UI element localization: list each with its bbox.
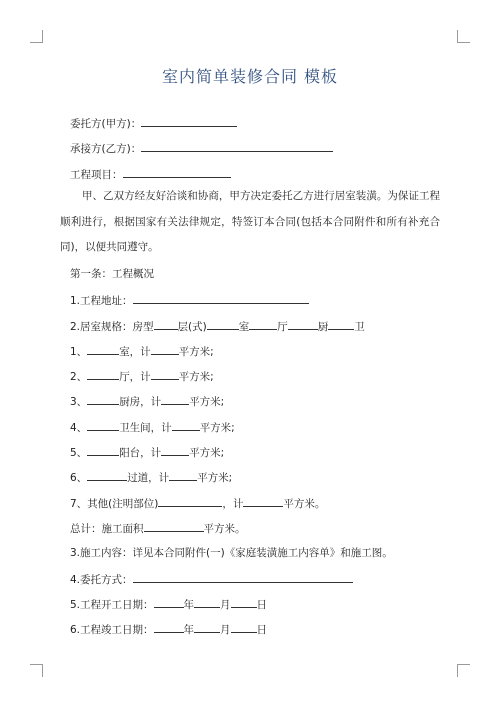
address-blank[interactable]: [133, 292, 309, 304]
room-item-unit: 平方米;: [178, 371, 214, 383]
start-month-blank[interactable]: [194, 596, 220, 608]
spec-chu-blank[interactable]: [328, 318, 354, 330]
end-date-line: [70, 621, 267, 637]
corner-mark-bottom-right: [457, 664, 470, 677]
total-area-prefix: 总计：施工面积: [70, 523, 144, 535]
spec-line: [70, 318, 365, 334]
other-area-unit: 平方米。: [283, 498, 326, 510]
start-year-label: 年: [183, 599, 195, 611]
room-count-blank[interactable]: [87, 469, 127, 481]
party-b-blank[interactable]: [141, 140, 333, 152]
room-item-name: 厨房，计: [119, 396, 162, 408]
room-area-blank[interactable]: [161, 444, 189, 456]
spec-ting-blank[interactable]: [288, 318, 318, 330]
room-count-blank[interactable]: [87, 343, 119, 355]
construction-content-line: 3.施工内容：详见本合同附件(一)《家庭装潢施工内容单》和施工图。: [70, 547, 393, 559]
spec-ceng: 层(式): [177, 321, 207, 333]
end-date-label: 6.工程竣工日期：: [70, 624, 154, 636]
start-day-blank[interactable]: [231, 596, 257, 608]
document-title: 室内简单装修合同 模板: [161, 67, 339, 86]
spec-shi: 室: [238, 321, 250, 333]
end-month-label: 月: [220, 624, 231, 636]
total-area-line: [70, 520, 246, 536]
room-item-number: 2、: [70, 371, 88, 383]
start-year-blank[interactable]: [154, 596, 184, 608]
end-day-label: 日: [256, 624, 268, 636]
spec-type-blank[interactable]: [154, 318, 178, 330]
room-item-number: 4、: [70, 422, 88, 434]
start-date-line: [70, 596, 267, 612]
article-1-heading: 第一条：工程概况: [70, 268, 154, 280]
end-year-label: 年: [183, 624, 195, 636]
start-day-label: 日: [256, 599, 268, 611]
room-item-name: 厅，计: [119, 371, 151, 383]
project-line: [70, 166, 231, 182]
commission-method-label: 4.委托方式：: [70, 574, 133, 586]
room-count-blank[interactable]: [87, 368, 119, 380]
room-item-unit: 平方米;: [189, 396, 225, 408]
room-item-number: 3、: [70, 396, 88, 408]
room-item-6: [70, 469, 232, 485]
room-item-2: [70, 368, 214, 384]
other-area-prefix: 7、其他(注明部位): [70, 498, 159, 510]
party-a-line: [70, 115, 237, 131]
room-item-3: [70, 393, 224, 409]
start-date-label: 5.工程开工日期：: [70, 599, 154, 611]
room-area-blank[interactable]: [172, 419, 200, 431]
room-item-name: 室，计: [119, 346, 151, 358]
room-count-blank[interactable]: [87, 444, 119, 456]
total-area-blank[interactable]: [144, 520, 204, 532]
room-area-blank[interactable]: [151, 343, 179, 355]
corner-mark-top-left: [30, 30, 43, 43]
room-count-blank[interactable]: [87, 393, 119, 405]
room-item-unit: 平方米;: [199, 422, 235, 434]
room-area-blank[interactable]: [161, 393, 189, 405]
other-area-location-blank[interactable]: [158, 495, 222, 507]
room-item-unit: 平方米;: [189, 447, 225, 459]
other-area-mid: ，计: [222, 498, 244, 510]
end-year-blank[interactable]: [154, 621, 184, 633]
room-area-blank[interactable]: [151, 368, 179, 380]
party-b-line: [70, 140, 333, 156]
project-blank[interactable]: [123, 166, 231, 178]
spec-shi-blank[interactable]: [249, 318, 277, 330]
room-item-unit: 平方米;: [178, 346, 214, 358]
room-area-blank[interactable]: [169, 469, 197, 481]
party-a-label: 委托方(甲方)：: [70, 118, 142, 130]
corner-mark-top-right: [457, 30, 470, 43]
commission-method-line: [70, 571, 353, 587]
spec-ceng-blank[interactable]: [207, 318, 239, 330]
room-item-number: 5、: [70, 447, 88, 459]
spec-prefix: 2.居室规格：房型: [70, 321, 154, 333]
intro-paragraph: 甲、乙双方经友好洽谈和协商，甲方决定委托乙方进行居室装潢。为保证工程顺利进行，根据国家有关法律规定，特签订本合同(包括本合同附件和所有补充合同)，以便共同遵守。: [60, 190, 440, 253]
spec-wei: 卫: [354, 321, 365, 333]
party-b-label: 承接方(乙方)：: [70, 143, 142, 155]
room-item-4: [70, 419, 235, 435]
room-item-number: 6、: [70, 472, 88, 484]
party-a-blank[interactable]: [141, 115, 237, 127]
room-item-1: [70, 343, 214, 359]
start-month-label: 月: [220, 599, 231, 611]
room-item-name: 卫生间，计: [119, 422, 172, 434]
total-area-unit: 平方米。: [203, 523, 246, 535]
room-item-number: 1、: [70, 346, 88, 358]
end-month-blank[interactable]: [194, 621, 220, 633]
end-day-blank[interactable]: [231, 621, 257, 633]
room-item-5: [70, 444, 224, 460]
room-count-blank[interactable]: [87, 419, 119, 431]
other-area-size-blank[interactable]: [243, 495, 283, 507]
address-line: [70, 292, 309, 308]
room-item-unit: 平方米;: [197, 472, 233, 484]
room-item-name: 过道，计: [127, 472, 170, 484]
spec-chu: 厨: [317, 321, 329, 333]
other-area-line: [70, 495, 325, 511]
project-label: 工程项目：: [70, 169, 123, 181]
spec-ting: 厅: [277, 321, 288, 333]
address-label: 1.工程地址：: [70, 295, 133, 307]
commission-method-blank[interactable]: [133, 571, 353, 583]
room-item-name: 阳台，计: [119, 447, 162, 459]
corner-mark-bottom-left: [30, 664, 43, 677]
